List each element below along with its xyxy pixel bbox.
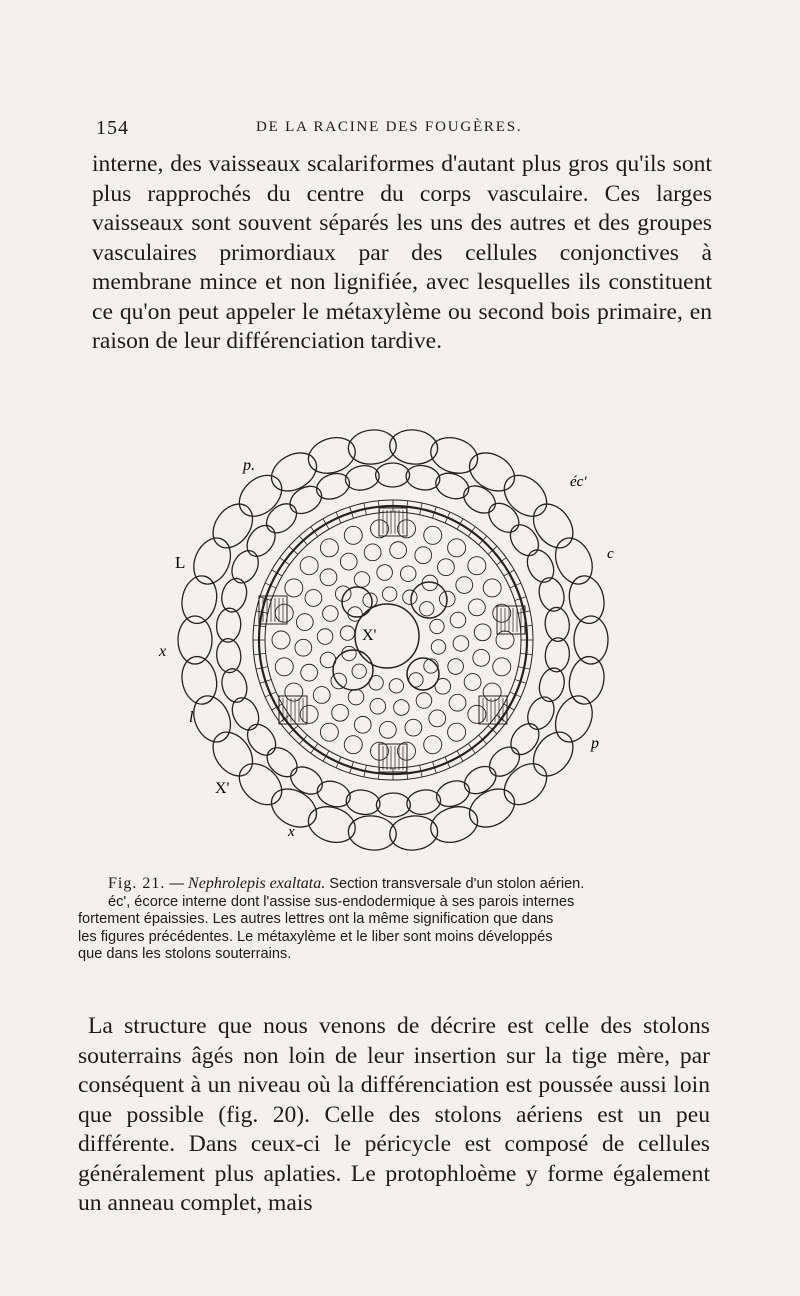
caption-dash: — (165, 876, 189, 892)
stele-cell (301, 664, 318, 681)
running-head (96, 117, 704, 141)
caption-line-4: les figures précédentes. Le métaxylème et le liber sont moins développés (78, 928, 553, 945)
inner-cortex-cell (286, 761, 328, 799)
stele-cell (449, 694, 466, 711)
stele-cell (493, 604, 511, 622)
stele-cell (473, 649, 490, 666)
stele-cell (405, 719, 422, 736)
stele-cell (272, 631, 290, 649)
outer-cortex-cell (265, 445, 324, 498)
endodermis-wall (468, 527, 475, 537)
label-p-top: p. (243, 457, 255, 474)
inner-cortex-cell (215, 638, 242, 674)
caption-line-5: que dans les stolons souterrains. (78, 946, 292, 962)
stele-cell (354, 572, 370, 588)
stele-cell (275, 658, 293, 676)
inner-cortex-cell (505, 519, 545, 561)
inner-cortex-cell (227, 546, 264, 587)
inner-cortex-cell (215, 607, 242, 643)
stele-cell (450, 612, 466, 628)
stele-cell (317, 629, 333, 645)
stele-cell (415, 547, 432, 564)
inner-cortex-cell (523, 693, 560, 734)
outer-cortex-cell (496, 467, 554, 524)
endodermis-wall (280, 715, 290, 722)
stele-cell (382, 587, 396, 601)
body-paragraph-1: interne, des vaisseaux scalariformes d'autant plus gros qu'ils sont plus rapprochés du centre du corps vasculaire. Ces larges vaisseaux sont souvent séparés les uns des autres et des groupes vasculaires primordiaux par des cellules conjonctives à membrane mince et non lignifiée, avec lesquelles ils constituent ce qu'on peut appeler le métaxylème ou second bois primaire, en raison de leur différenciation tardive. (92, 151, 712, 354)
inner-cortex-cell (459, 480, 501, 518)
stele-cell (320, 539, 338, 557)
stele-cell (300, 557, 318, 575)
stele-cell (275, 604, 293, 622)
stele-cell (305, 590, 322, 607)
stele-cell (400, 566, 416, 582)
stele-cell (438, 559, 455, 576)
label-x-bottom: x (288, 824, 295, 840)
stele-cell (420, 602, 434, 616)
stele-cell (295, 639, 312, 656)
outer-cortex-cell (231, 467, 289, 524)
inner-cortex-cell (376, 463, 410, 487)
stele-cell (340, 553, 357, 570)
endodermis-wall (497, 558, 507, 565)
stele-cell (453, 636, 469, 652)
label-L: L (175, 553, 186, 572)
metaxylem-vessel (342, 587, 372, 617)
stele-cell (424, 526, 442, 544)
stele-cell (448, 659, 464, 675)
stele-cell (296, 614, 313, 631)
stele-cell (320, 569, 337, 586)
inner-cortex-cell (483, 497, 524, 538)
inner-cortex-cell (459, 761, 501, 799)
label-X-lower: X' (215, 780, 230, 797)
stele-cell (389, 679, 403, 693)
stele-cell (370, 698, 386, 714)
stele-cell (403, 590, 417, 604)
stele-cell (431, 640, 445, 654)
stele-cell (352, 664, 366, 678)
stolon-cross-section-illustration (155, 408, 625, 873)
outer-cortex-cell (231, 756, 289, 813)
endodermis-wall (497, 715, 507, 722)
stele-cell (379, 721, 396, 738)
caption-line-1-rest: Section transversale d'un stolon aérien. (325, 876, 585, 892)
body-paragraph-2: La structure que nous venons de décrire est celle des stolons souterrains âgés non loin de leur insertion sur la tige mère, par conséquent à un niveau où la différenciation est poussée aussi loin que possible (fig. 20). Celle des stolons aériens est un peu différente. Dans ceux-ci le péricycle est composé de cellules généralement plus aplaties. Le protophloème y forme également un anneau complet, mais (78, 1013, 710, 1216)
metaxylem-vessel (333, 650, 373, 690)
stele-cell (313, 687, 330, 704)
caption-line-1 (78, 875, 712, 894)
stele-cell (424, 736, 442, 754)
stele-cell (493, 658, 511, 676)
stele-cell (342, 646, 356, 660)
stele-cell (354, 716, 371, 733)
stele-cell (468, 557, 486, 575)
stele-cell (483, 579, 501, 597)
outer-cortex-cell (463, 445, 522, 498)
label-ec: éc' (570, 474, 587, 490)
stele-cell (390, 542, 407, 559)
stele-cell (483, 683, 501, 701)
inner-cortex-cell (544, 606, 571, 642)
inner-cortex-cell (285, 481, 327, 519)
stele-cell (332, 704, 349, 721)
inner-cortex-cell (484, 741, 525, 782)
stele-cell (429, 710, 446, 727)
stele-cell (464, 674, 481, 691)
inner-cortex-cell (544, 637, 571, 673)
stele-cell (430, 619, 444, 633)
caption-line-3: fortement épaissies. Les autres lettres ont la même signification que dans (78, 911, 554, 927)
endodermis-ring (265, 512, 521, 768)
page-number: 154 (96, 117, 129, 139)
stele-cell (456, 577, 473, 594)
stele-cell (348, 689, 364, 705)
inner-cortex-cell (227, 693, 264, 734)
caption-species: Nephrolepis exaltata. (188, 875, 326, 892)
outer-cortex-cell (463, 781, 522, 834)
stele-cell (340, 626, 354, 640)
figure-21 (155, 408, 625, 873)
inner-cortex-cell (505, 718, 545, 760)
label-X-center: X' (362, 627, 377, 644)
stele-cell (474, 624, 491, 641)
label-p-right: p (591, 735, 599, 752)
label-l-lower: l (189, 709, 194, 726)
label-c: c (607, 546, 614, 562)
stele-cell (364, 544, 381, 561)
endodermis-wall (311, 527, 318, 537)
stele-cell (335, 586, 351, 602)
inner-cortex-cell (242, 719, 282, 761)
inner-cortex-cell (376, 793, 410, 817)
stele-cell (285, 579, 303, 597)
label-x-left: x (159, 643, 167, 660)
stele-cell (344, 526, 362, 544)
running-title: DE LA RACINE DES FOUGÈRES. (256, 119, 523, 135)
outer-cortex-cell (525, 725, 581, 784)
inner-cortex-cell (241, 520, 281, 562)
stele-cell (468, 599, 485, 616)
stele-cell (320, 723, 338, 741)
caption-line-2: éc', écorce interne dont l'assise sus-endodermique à ses parois internes (108, 893, 575, 910)
outer-cortex-cell (205, 725, 261, 784)
outer-cortex-cell (205, 497, 261, 556)
inner-cortex-cell (261, 742, 302, 783)
outer-cortex-cell (496, 756, 554, 813)
figure-caption (78, 875, 712, 964)
inner-cortex-cell (261, 498, 302, 539)
stele-cell (344, 736, 362, 754)
stele-cell (377, 565, 393, 581)
endodermis-ring (253, 500, 533, 780)
outer-cortex-cell (525, 497, 581, 556)
endodermis-wall (311, 744, 318, 754)
stele-cell (448, 723, 466, 741)
stele-cell (394, 700, 410, 716)
stele-cell (416, 693, 432, 709)
inner-cortex-cell (522, 546, 559, 587)
stele-cell (323, 606, 339, 622)
endodermis-wall (468, 744, 475, 754)
caption-fig-label: Fig. 21. (108, 875, 166, 892)
stele-cell (285, 683, 303, 701)
stele-cell (448, 539, 466, 557)
endodermis-wall (280, 558, 290, 565)
